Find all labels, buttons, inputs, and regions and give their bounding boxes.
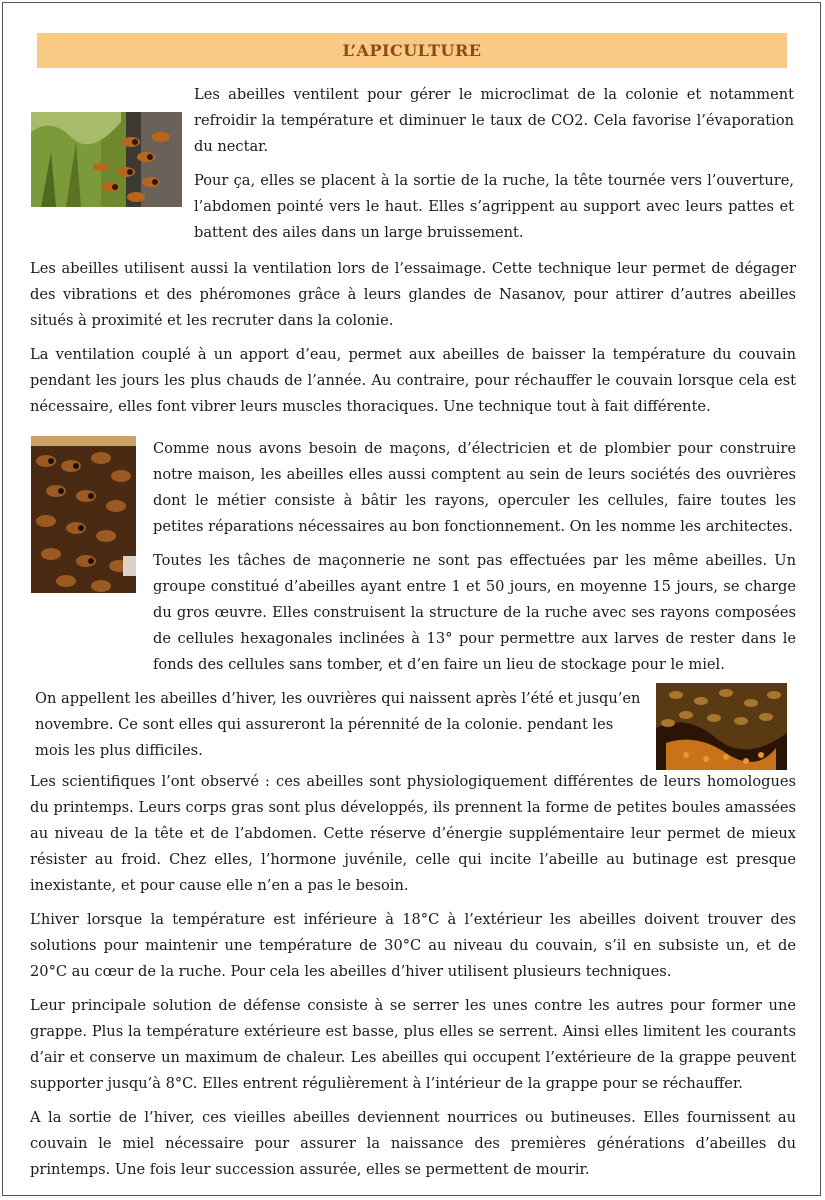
paragraph-cluster: Leur principale solution de défense consiste à se serrer les unes contre les autres pour former une grappe. Plus la température extérieure est basse, plus elles se serrent. Ainsi elles limitent les courants d’air et conserve un maximum de chaleur. Les abeilles qui occupent l’extérieure de la grappe peuvent supporter jusqu’à 8°C. Elles entrent régulièrement à l’intérieur de la grappe pour se réchauffer. — [30, 997, 796, 1092]
bees-on-comb-photo — [31, 436, 136, 593]
swarming-text-block — [30, 256, 796, 428]
page-title: L’APICULTURE — [37, 33, 787, 68]
paragraph-winter-temperature: L’hiver lorsque la température est inférieure à 18°C à l’extérieur les abeilles doivent trouver des solutions pour maintenir une température de 30°C au niveau du couvain, s’il en subsiste un, et de 20°C au cœur de la ruche. Pour cela les abeilles d’hiver utilisent plusieurs techniques. — [30, 911, 796, 980]
paragraph-hive-exit: Pour ça, elles se placent à la sortie de la ruche, la tête tournée vers l’ouverture, l’abdomen pointé vers le haut. Elles s’agrippent au support avec leurs pattes et battent des ailes dans un large bruissement. — [194, 172, 794, 241]
winter-bees-text-block — [35, 686, 645, 772]
paragraph-winter-bees: On appellent les abeilles d’hiver, les ouvrières qui naissent après l’été et jusqu’en novembre. Ce sont elles qui assureront la pérennité de la colonie. pendant les mois les plus difficiles. — [35, 690, 641, 759]
paragraph-architects: Comme nous avons besoin de maçons, d’électricien et de plombier pour construire notre maison, les abeilles elles aussi comptent au sein de leurs sociétés des ouvrières dont le métier consiste à bâtir les rayons, operculer les cellules, faire toutes les petites réparations nécessaires au bon fonctionnement. On les nomme les architectes. — [153, 440, 796, 535]
paragraph-ventilation: Les abeilles ventilent pour gérer le microclimat de la colonie et notamment refroidir la température et diminuer le taux de CO2. Cela favorise l’évaporation du nectar. — [194, 86, 794, 155]
paragraph-physiology: Les scientifiques l’ont observé : ces abeilles sont physiologiquement différentes de leurs homologues du printemps. Leurs corps gras sont plus développés, ils prennent la forme de petites boules amassées au niveau de la tête et de l’abdomen. Cette réserve d’énergie supplémentaire leur permet de mieux résister au froid. Chez elles, l’hormone juvénile, celle qui incite l’abeille au butinage est presque inexistante, et pour cause elle n’en a pas le besoin. — [30, 773, 796, 894]
intro-text-block — [194, 82, 794, 254]
bees-ventilating-photo — [31, 112, 182, 207]
paragraph-brood-temperature: La ventilation couplé à un apport d’eau, permet aux abeilles de baisser la température du couvain pendant les jours les plus chauds de l’année. Au contraire, pour réchauffer le couvain lorsque cela est nécessaire, elles font vibrer leurs muscles thoraciques. Une technique tout à fait différente. — [30, 346, 796, 415]
bees-on-capped-comb-photo — [656, 683, 787, 770]
paragraph-masonry: Toutes les tâches de maçonnerie ne sont pas effectuées par les même abeilles. Un groupe constitué d’abeilles ayant entre 1 et 50 jours, en moyenne 15 jours, se charge du gros œuvre. Elles construisent la structure de la ruche avec ses rayons composées de cellules hexagonales inclinées à 13° pour permettre aux larves de rester dans le fonds des cellules sans tomber, et d’en faire un lieu de stockage pour le miel. — [153, 552, 796, 673]
physiology-text-block — [30, 769, 796, 1191]
architects-text-block — [153, 436, 796, 686]
paragraph-swarming: Les abeilles utilisent aussi la ventilation lors de l’essaimage. Cette technique leur permet de dégager des vibrations et des phéromones grâce à leurs glandes de Nasanov, pour attirer d’autres abeilles situés à proximité et les recruter dans la colonie. — [30, 260, 796, 329]
paragraph-end-of-winter: A la sortie de l’hiver, ces vieilles abeilles deviennent nourrices ou butineuses. Elles fournissent au couvain le miel nécessaire pour assurer la naissance des premières générations d’abeilles du printemps. Une fois leur succession assurée, elles se permettent de mourir. — [30, 1109, 796, 1178]
